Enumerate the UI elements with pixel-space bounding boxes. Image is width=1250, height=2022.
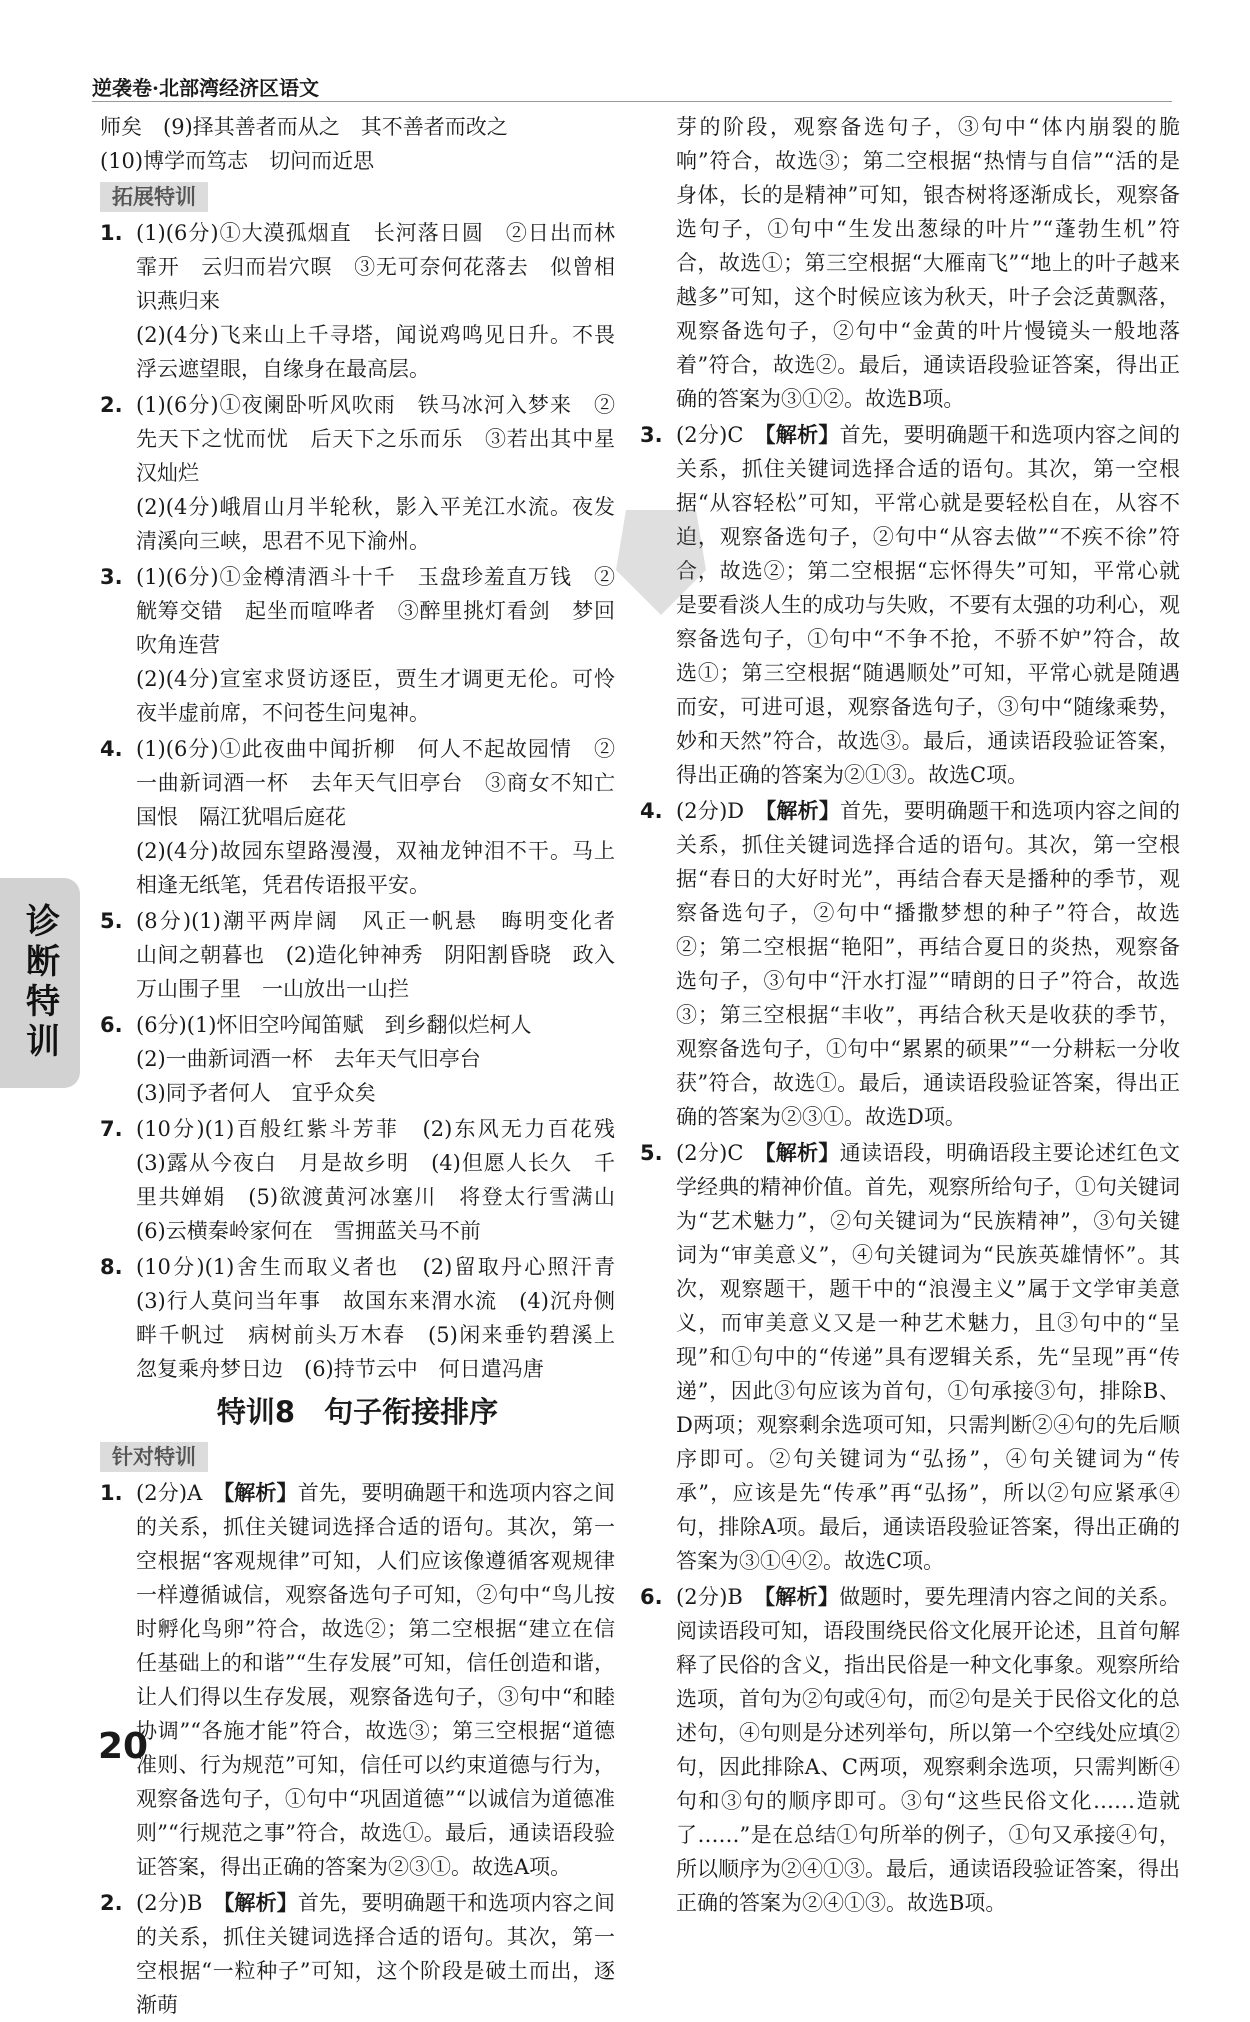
question-5 (640, 1136, 1180, 1578)
item-number: 7. (100, 1117, 123, 1141)
item-number: 5. (640, 1141, 663, 1165)
answer-line: (2)(4分)飞来山上千寻塔，闻说鸡鸣见日升。不畏浮云遮望眼，自缘身在最高层。 (136, 323, 615, 381)
answer-line: (2)(4分)宣室求贤访逐臣，贾生才调更无伦。可怜夜半虚前席，不问苍生问鬼神。 (136, 667, 615, 725)
question-3 (640, 418, 1180, 792)
answer-line: (2)一曲新词酒一杯 去年天气旧亭台 (136, 1047, 481, 1071)
question-2 (100, 1886, 615, 2022)
item-number: 4. (640, 799, 663, 823)
answer-line: (6分)(1)怀旧空吟闻笛赋 到乡翻似烂柯人 (136, 1013, 532, 1037)
answer-line: (2)(4分)故园东望路漫漫，双袖龙钟泪不干。马上相逢无纸笔，凭君传语报平安。 (136, 839, 615, 897)
question-1 (100, 1476, 615, 1884)
analysis-body: 首先，要明确题干和选项内容之间的关系，抓住关键词选择合适的语句。其次，第一空根据“一粒种子”可知，这个阶段是破土而出，逐渐萌 (136, 1891, 615, 2017)
item-number: 6. (100, 1013, 123, 1037)
analysis-body: 首先，要明确题干和选项内容之间的关系，抓住关键词选择合适的语句。其次，第一空根据“春日的大好时光”，再结合春天是播种的季节，观察备选句子，②句中“播撒梦想的种子”符合，故选②；第二空根据“艳阳”，再结合夏日的炎热，观察备选句子，③句中“汗水打湿”“晴朗的日子”符合，故选③；第三空根据“丰收”，再结合秋天是收获的季节，观察备选句子，①句中“累累的硕果”“一分耕耘一分收获”符合，故选①。最后，通读语段验证答案，得出正确的答案为②③①。故选D项。 (676, 799, 1181, 1129)
item-number: 1. (100, 221, 123, 245)
side-tab (0, 878, 80, 1088)
answer-line: (8分)(1)潮平两岸阔 风正一帆悬 晦明变化者 山间之朝暮也 (2)造化钟神秀 阴阳割昏晓 政入万山围子里 一山放出一山拦 (136, 909, 636, 1001)
analysis-body: 通读语段，明确语段主要论述红色文学经典的精神价值。首先，观察所给句子，①句关键词为“艺术魅力”，②句关键词为“民族精神”，③句关键词为“审美意义”，④句关键词为“民族英雄情怀”。其次，观察题干，题干中的“浪漫主义”属于文学审美意义，而审美意义又是一种艺术魅力，且③句中的“呈现”和①句中的“传递”具有逻辑关系，先“呈现”再“传递”，因此③句应该为首句，①句承接③句，排除B、D两项；观察剩余选项可知，只需判断②④句的先后顺序即可。②句关键词为“弘扬”，④句关键词为“传承”，应该是先“传承”再“弘扬”，所以②句应紧承④句，排除A项。最后，通读语段验证答案，得出正确的答案为③①④②。故选C项。 (676, 1141, 1181, 1573)
item-number: 8. (100, 1255, 123, 1279)
left-column (100, 110, 636, 2022)
answer-line: (10分)(1)舍生而取义者也 (2)留取丹心照汗青 (3)行人莫问当年事 故国东来渭水流 (4)沉舟侧畔千帆过 病树前头万木春 (5)闲来垂钓碧溪上 忽复乘舟梦日边 (6)持节云中 何日遣冯唐 (136, 1255, 636, 1381)
answer-line: (1)(6分)①金樽清酒斗十千 玉盘珍羞直万钱 ②觥筹交错 起坐而喧哗者 ③醉里挑灯看剑 梦回吹角连营 (136, 565, 615, 657)
question-head: (2分)B (136, 1891, 224, 1915)
item-number: 3. (640, 423, 663, 447)
answer-item-6 (100, 1008, 615, 1110)
analysis-tag: 【解析】 (765, 799, 841, 823)
answer-line: (1)(6分)①夜阑卧听风吹雨 铁马冰河入梦来 ②先天下之忧而忧 后天下之乐而乐 ③若出其中星汉灿烂 (136, 393, 615, 485)
question-head: (2分)A (136, 1481, 224, 1505)
answer-item-2 (100, 388, 615, 558)
item-number: 3. (100, 565, 123, 589)
answer-line: (1)(6分)①大漠孤烟直 长河落日圆 ②日出而林霏开 云归而岩穴暝 ③无可奈何花落去 似曾相识燕归来 (136, 221, 615, 313)
answer-item-7 (100, 1112, 636, 1248)
analysis-body: 首先，要明确题干和选项内容之间的关系，抓住关键词选择合适的语句。其次，第一空根据“从容轻松”可知，平常心就是要轻松自在，从容不迫，观察备选句子，②句中“从容去做”“不疾不徐”符合，故选②；第二空根据“忘怀得失”可知，平常心就是要看淡人生的成功与失败，不要有太强的功利心，观察备选句子，①句中“不争不抢，不骄不妒”符合，故选①；第三空根据“随遇顺处”可知，平常心就是随遇而安，可进可退，观察备选句子，③句中“随缘乘势，妙和天然”符合，故选③。最后，通读语段验证答案，得出正确的答案为②①③。故选C项。 (676, 423, 1181, 787)
question-head: (2分)C (676, 1141, 765, 1165)
answer-item-1 (100, 216, 615, 386)
analysis-tag: 【解析】 (764, 423, 840, 447)
question-6 (640, 1580, 1180, 1920)
analysis-tag: 【解析】 (223, 1481, 298, 1505)
question-4 (640, 794, 1180, 1134)
section-title: 特训8 句子衔接排序 (216, 1395, 499, 1429)
answer-line: (10分)(1)百般红紫斗芳菲 (2)东风无力百花残 (3)露从今夜白 月是故乡明 (4)但愿人长久 千里共婵娟 (5)欲渡黄河冰塞川 将登太行雪满山 (6)云横秦岭家何在 雪拥蓝关马不前 (136, 1117, 636, 1243)
item-number: 2. (100, 393, 123, 417)
zhendui-label: 针对特训 (100, 1442, 208, 1472)
item-number: 2. (100, 1891, 123, 1915)
question-2-continued: 芽的阶段，观察备选句子，③句中“体内崩裂的脆响”符合，故选③；第二空根据“热情与自信”“活的是身体，长的是精神”可知，银杏树将逐渐成长，观察备选句子，①句中“生发出葱绿的叶片”“蓬勃生机”符合，故选①；第三空根据“大雁南飞”“地上的叶子越来越多”可知，这个时候应该为秋天，叶子会泛黄飘落，观察备选句子，②句中“金黄的叶片慢镜头一般地落着”符合，故选②。最后，通读语段验证答案，得出正确的答案为③①②。故选B项。 (676, 115, 1180, 411)
item-number: 6. (640, 1585, 663, 1609)
answer-item-4 (100, 732, 615, 902)
item-number: 5. (100, 909, 123, 933)
item-number: 4. (100, 737, 123, 761)
analysis-tag: 【解析】 (764, 1585, 840, 1609)
right-column (640, 110, 1180, 1920)
intro-line: 师矣 (9)择其善者而从之 其不善者而改之 (100, 115, 508, 139)
analysis-tag: 【解析】 (764, 1141, 840, 1165)
side-tab-label: 诊断特训 (19, 903, 60, 1063)
analysis-body: 做题时，要先理清内容之间的关系。阅读语段可知，语段围绕民俗文化展开论述，且首句解释了民俗的含义，指出民俗是一种文化事象。观察所给选项，首句为②句或④句，而②句是关于民俗文化的总述句，④句则是分述列举句，所以第一个空线处应填②句，因此排除A、C两项，观察剩余选项，只需判断④句和③句的顺序即可。③句“这些民俗文化……造就了……”是在总结①句所举的例子，①句又承接④句，所以顺序为②④①③。最后，通读语段验证答案，得出正确的答案为②④①③。故选B项。 (676, 1585, 1181, 1915)
answer-line: (3)同予者何人 宜乎众矣 (136, 1081, 376, 1105)
intro-line: (10)博学而笃志 切问而近思 (100, 149, 375, 173)
question-head: (2分)B (676, 1585, 765, 1609)
answer-item-3 (100, 560, 615, 730)
header-rule (92, 101, 1172, 102)
analysis-body: 首先，要明确题干和选项内容之间的关系，抓住关键词选择合适的语句。其次，第一空根据“客观规律”可知，人们应该像遵循客观规律一样遵循诚信，观察备选句子可知，②句中“鸟儿按时孵化鸟卵”符合，故选②；第二空根据“建立在信任基础上的和谐”“生存发展”可知，信任创造和谐，让人们得以生存发展，观察备选句子，③句中“和睦协调”“各施才能”符合，故选③；第三空根据“道德准则、行为规范”可知，信任可以约束道德与行为，观察备选句子，①句中“巩固道德”“以诚信为道德准则”“行规范之事”符合，故选①。最后，通读语段验证答案，得出正确的答案为②③①。故选A项。 (136, 1481, 615, 1879)
answer-item-5 (100, 904, 636, 1006)
page-number: 20 (98, 1726, 149, 1767)
analysis-tag: 【解析】 (223, 1891, 298, 1915)
question-head: (2分)D (676, 799, 766, 823)
watermark-stamp-icon (606, 500, 716, 620)
item-number: 1. (100, 1481, 123, 1505)
tuozhan-label: 拓展特训 (100, 182, 208, 212)
answer-line: (1)(6分)①此夜曲中闻折柳 何人不起故园情 ②一曲新词酒一杯 去年天气旧亭台 ③商女不知亡国恨 隔江犹唱后庭花 (136, 737, 615, 829)
answer-line: (2)(4分)峨眉山月半轮秋，影入平羌江水流。夜发清溪向三峡，思君不见下渝州。 (136, 495, 615, 553)
page-header: 逆袭卷·北部湾经济区语文 (92, 76, 319, 100)
question-head: (2分)C (676, 423, 765, 447)
answer-item-8 (100, 1250, 636, 1386)
